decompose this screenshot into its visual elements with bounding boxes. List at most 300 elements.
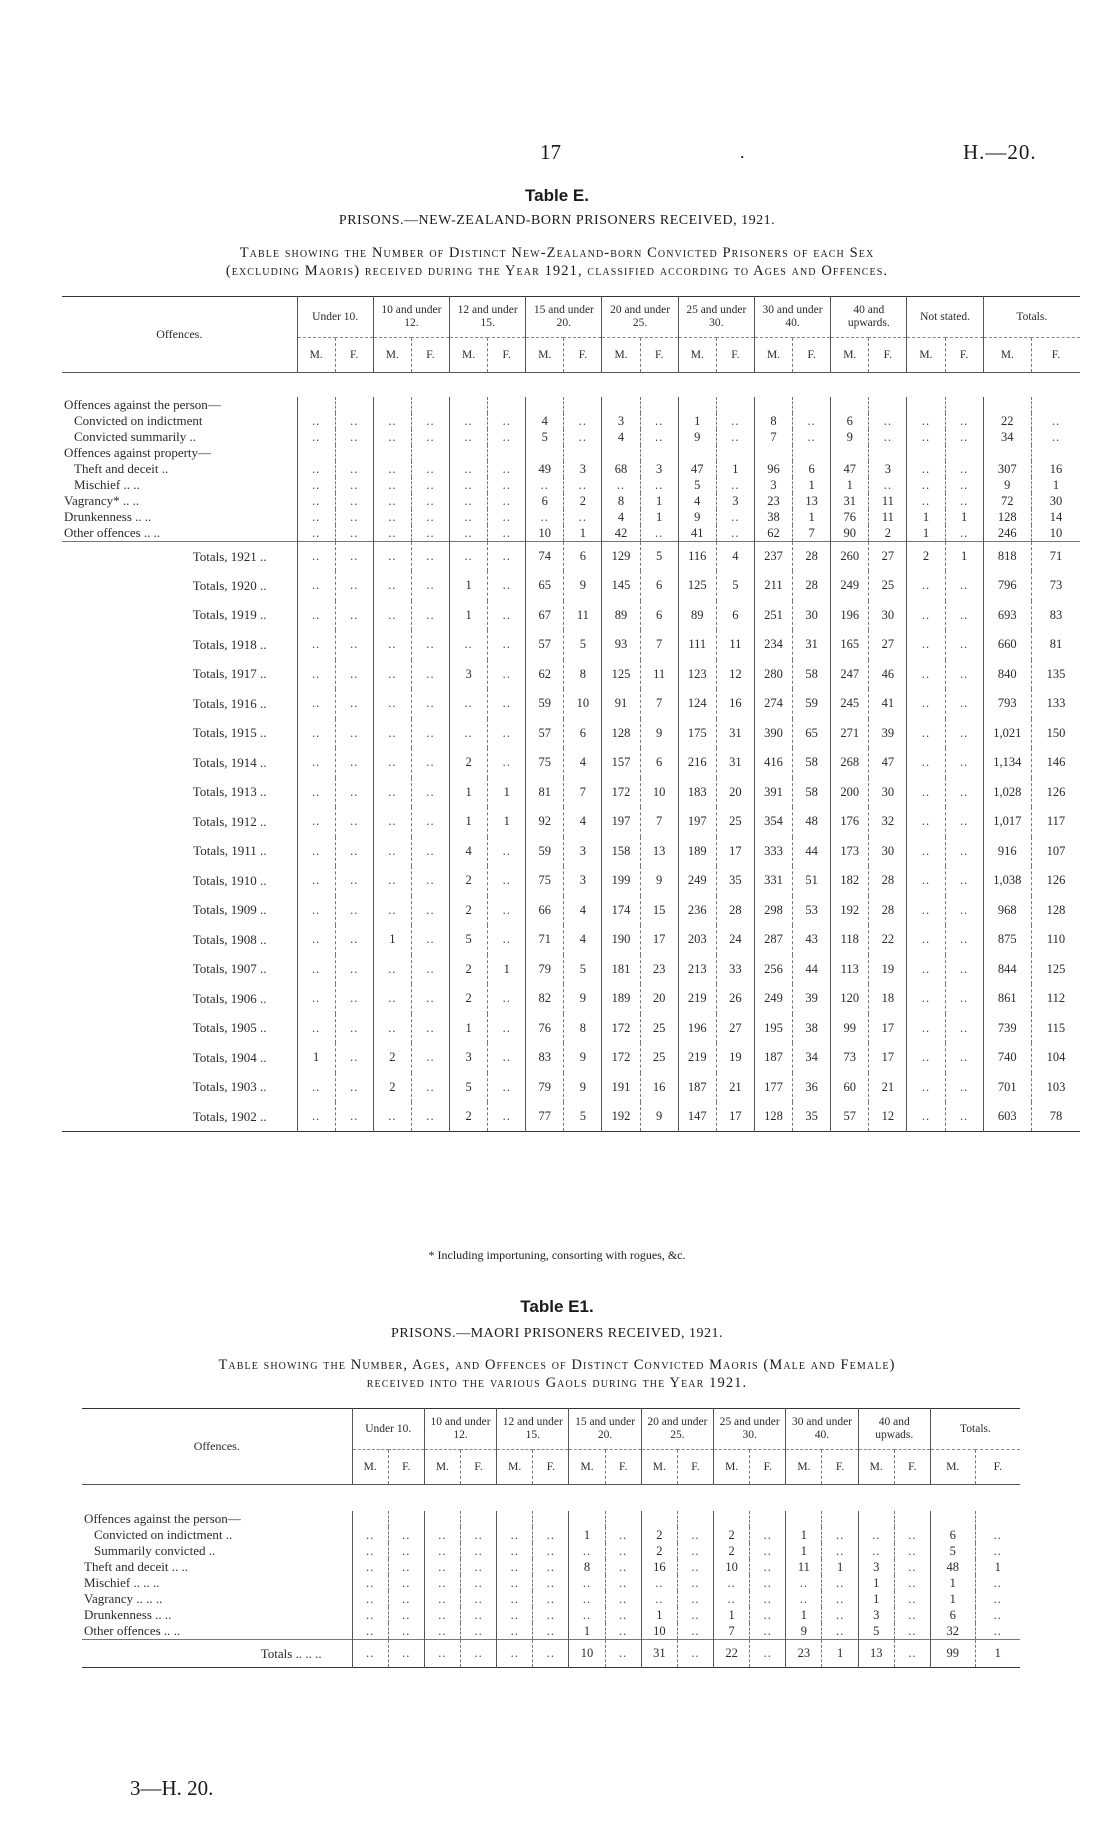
table-cell: 2	[641, 1527, 677, 1543]
table-cell: 1	[641, 1607, 677, 1623]
table-cell: ..	[488, 429, 526, 445]
table-cell: ..	[975, 1623, 1020, 1640]
table-cell: ..	[822, 1623, 858, 1640]
table-cell: ..	[335, 461, 373, 477]
table-cell: 2	[450, 955, 488, 985]
table-cell: ..	[907, 630, 945, 660]
table-cell: ..	[907, 477, 945, 493]
table-cell: 73	[831, 1043, 869, 1073]
table-cell: 1,028	[983, 778, 1031, 808]
table-cell: ..	[297, 525, 335, 542]
table-cell: 840	[983, 660, 1031, 690]
table-cell: 6	[640, 748, 678, 778]
table-cell: 47	[869, 748, 907, 778]
table-cell: 157	[602, 748, 640, 778]
table-cell: ..	[335, 719, 373, 749]
table-row	[62, 571, 1080, 601]
table-cell: ..	[677, 1559, 713, 1575]
table-cell: 19	[869, 955, 907, 985]
table-cell: ..	[533, 1543, 569, 1559]
table-cell: 135	[1031, 660, 1080, 690]
table_e-sex-header: M.	[450, 338, 488, 373]
table-cell: ..	[335, 493, 373, 509]
table-cell: ..	[335, 925, 373, 955]
table-cell: ..	[297, 571, 335, 601]
table-cell: 30	[869, 778, 907, 808]
table-cell	[564, 445, 602, 461]
table-cell: 53	[793, 896, 831, 926]
table_e1-sex-header: M.	[714, 1450, 750, 1485]
table-cell: 23	[754, 493, 792, 509]
table-cell: 1	[569, 1527, 605, 1543]
table-cell: 165	[831, 630, 869, 660]
table-cell: ..	[373, 955, 411, 985]
table-cell: 3	[640, 461, 678, 477]
table-cell: 268	[831, 748, 869, 778]
table-cell: 603	[983, 1102, 1031, 1132]
table-cell: 124	[678, 689, 716, 719]
table-cell: 1	[488, 807, 526, 837]
table-cell: ..	[569, 1543, 605, 1559]
table-cell: ..	[373, 748, 411, 778]
table-cell: ..	[488, 571, 526, 601]
row-label: Theft and deceit .. ..	[84, 1559, 188, 1574]
table-cell: ..	[793, 413, 831, 429]
table-cell: 27	[716, 1014, 754, 1044]
table-cell: 13	[793, 493, 831, 509]
table-cell: ..	[907, 1102, 945, 1132]
table_e-offences-header: Offences.	[62, 297, 297, 373]
table-row	[62, 866, 1080, 896]
table-cell: 5	[716, 571, 754, 601]
table-cell: ..	[411, 1043, 449, 1073]
table-cell: 72	[983, 493, 1031, 509]
table-cell: 42	[602, 525, 640, 542]
table-cell: 416	[754, 748, 792, 778]
table-cell: ..	[945, 1102, 983, 1132]
table-cell: 793	[983, 689, 1031, 719]
table-cell: 2	[641, 1543, 677, 1559]
table-cell: 44	[793, 955, 831, 985]
table_e1-sex-header: F.	[677, 1450, 713, 1485]
table-cell: 5	[564, 630, 602, 660]
table-cell: 5	[450, 1073, 488, 1103]
table-cell: 115	[1031, 1014, 1080, 1044]
table-cell	[716, 445, 754, 461]
table-cell: 9	[678, 509, 716, 525]
table-cell: ..	[373, 630, 411, 660]
table-cell: ..	[488, 866, 526, 896]
table-cell: 1	[488, 955, 526, 985]
table-cell: 1	[945, 542, 983, 572]
table-cell	[907, 445, 945, 461]
table-cell: 17	[716, 837, 754, 867]
table-cell: ..	[786, 1591, 822, 1607]
table-cell: 183	[678, 778, 716, 808]
table-cell: 1	[450, 571, 488, 601]
table-cell: ..	[335, 748, 373, 778]
table-cell: ..	[1031, 429, 1080, 445]
table-cell: 4	[450, 837, 488, 867]
table-cell: 172	[602, 778, 640, 808]
table-cell: 219	[678, 984, 716, 1014]
table_e1-sex-header: F.	[461, 1450, 497, 1485]
table-cell: ..	[497, 1607, 533, 1623]
table-cell: ..	[335, 429, 373, 445]
table_e-sex-header: F.	[488, 338, 526, 373]
table-row	[62, 748, 1080, 778]
table-cell: 46	[869, 660, 907, 690]
table-cell: ..	[907, 778, 945, 808]
table-cell: ..	[335, 542, 373, 572]
table-row	[62, 542, 1080, 572]
table-cell: 27	[869, 630, 907, 660]
table-cell: ..	[335, 866, 373, 896]
table-cell: ..	[907, 925, 945, 955]
table-cell: 189	[602, 984, 640, 1014]
table-cell: ..	[640, 429, 678, 445]
table-cell: ..	[975, 1607, 1020, 1623]
table-cell: 59	[526, 689, 564, 719]
table-cell: ..	[488, 413, 526, 429]
table-cell: ..	[352, 1543, 388, 1559]
table-cell: ..	[411, 689, 449, 719]
table-cell: ..	[907, 1073, 945, 1103]
table-row	[62, 837, 1080, 867]
table-cell: 3	[602, 413, 640, 429]
table-cell: ..	[373, 837, 411, 867]
table-cell: 6	[930, 1607, 975, 1623]
table-cell: 7	[564, 778, 602, 808]
table-cell: 7	[640, 630, 678, 660]
table-cell: 1,038	[983, 866, 1031, 896]
table-cell: ..	[450, 429, 488, 445]
table-cell	[352, 1511, 388, 1527]
table-cell: 16	[641, 1559, 677, 1575]
table-cell: 22	[983, 413, 1031, 429]
table-cell: ..	[388, 1607, 424, 1623]
table_e1-age-group-header: Under 10.	[352, 1409, 424, 1450]
table-cell: 57	[831, 1102, 869, 1132]
table-cell: ..	[335, 477, 373, 493]
table-cell	[450, 445, 488, 461]
table-cell: 9	[678, 429, 716, 445]
table-cell	[1031, 445, 1080, 461]
table-cell: 65	[793, 719, 831, 749]
table-cell: ..	[605, 1623, 641, 1640]
table-cell: 6	[831, 413, 869, 429]
row-label: Totals, 1913 ..	[192, 784, 267, 800]
table-cell: 112	[1031, 984, 1080, 1014]
table-cell: 5	[640, 542, 678, 572]
table-cell: 47	[678, 461, 716, 477]
table-cell: ..	[461, 1607, 497, 1623]
table-cell: 10	[640, 778, 678, 808]
table-row	[82, 1640, 1020, 1668]
table-cell	[297, 397, 335, 413]
table-cell: 187	[678, 1073, 716, 1103]
table-cell: ..	[352, 1575, 388, 1591]
table-cell: ..	[488, 493, 526, 509]
table-cell: 1,134	[983, 748, 1031, 778]
table-row	[82, 1607, 1020, 1623]
table-cell: 128	[1031, 896, 1080, 926]
table-cell: 34	[983, 429, 1031, 445]
table-cell: ..	[297, 748, 335, 778]
table-cell: ..	[945, 601, 983, 631]
table-cell	[907, 397, 945, 413]
table-cell: ..	[450, 477, 488, 493]
table-cell	[526, 397, 564, 413]
table-cell: 7	[640, 807, 678, 837]
table-cell: 916	[983, 837, 1031, 867]
table-cell: 693	[983, 601, 1031, 631]
table-cell: 34	[793, 1043, 831, 1073]
table-cell: ..	[450, 630, 488, 660]
table-cell: ..	[488, 1014, 526, 1044]
table-cell: 28	[793, 542, 831, 572]
table_e-age-group-header: 12 and under 15.	[450, 297, 526, 338]
table-cell: 9	[786, 1623, 822, 1640]
table-cell: ..	[488, 984, 526, 1014]
table-row	[82, 1543, 1020, 1559]
table-cell: ..	[411, 429, 449, 445]
table-cell: 237	[754, 542, 792, 572]
table-cell	[411, 445, 449, 461]
table-cell: 10	[526, 525, 564, 542]
table-cell: ..	[945, 630, 983, 660]
table-cell: 9	[564, 571, 602, 601]
table-cell: ..	[975, 1591, 1020, 1607]
table-cell: 120	[831, 984, 869, 1014]
table-cell: 38	[793, 1014, 831, 1044]
table-row	[62, 509, 1080, 525]
table-cell: ..	[373, 660, 411, 690]
table-cell: ..	[907, 429, 945, 445]
table-cell: ..	[352, 1559, 388, 1575]
table-cell: ..	[907, 601, 945, 631]
row-label: Theft and deceit ..	[74, 461, 169, 476]
table-cell: 1,017	[983, 807, 1031, 837]
table-cell: ..	[335, 955, 373, 985]
table-cell: 59	[793, 689, 831, 719]
table_e1-sex-header: F.	[533, 1450, 569, 1485]
table_e-sex-header: F.	[793, 338, 831, 373]
table-cell: 89	[602, 601, 640, 631]
table-cell: 3	[716, 493, 754, 509]
table-cell: 1	[450, 807, 488, 837]
table-cell: 41	[678, 525, 716, 542]
table-cell: 1	[907, 525, 945, 542]
table-cell: 2	[907, 542, 945, 572]
table-cell: ..	[945, 748, 983, 778]
table-cell: 1	[975, 1559, 1020, 1575]
table-cell: 38	[754, 509, 792, 525]
table-cell: ..	[822, 1527, 858, 1543]
table-cell: ..	[907, 660, 945, 690]
table-cell: 192	[831, 896, 869, 926]
table-cell: ..	[335, 1014, 373, 1044]
table-cell: 3	[869, 461, 907, 477]
table-cell: ..	[373, 807, 411, 837]
table-cell: 8	[564, 660, 602, 690]
table-cell: 2	[450, 984, 488, 1014]
table-cell: ..	[488, 542, 526, 572]
table-cell: 249	[754, 984, 792, 1014]
table-e-description-line2: (excluding Maoris) received during the Year 1921, classified according to Ages and Offences.	[225, 263, 889, 279]
table-cell: ..	[297, 896, 335, 926]
table-cell: ..	[411, 1014, 449, 1044]
table-cell: ..	[564, 477, 602, 493]
row-label: Totals, 1914 ..	[192, 754, 267, 770]
table-cell: ..	[488, 1073, 526, 1103]
table-cell: 60	[831, 1073, 869, 1103]
table-cell: ..	[894, 1623, 930, 1640]
table-cell: 1	[450, 1014, 488, 1044]
table-cell: ..	[945, 493, 983, 509]
table-cell: 93	[602, 630, 640, 660]
table-cell: ..	[605, 1527, 641, 1543]
table-cell: ..	[461, 1543, 497, 1559]
table-cell: ..	[907, 1014, 945, 1044]
table-cell: 1	[786, 1543, 822, 1559]
table-cell: ..	[373, 542, 411, 572]
table-cell: 9	[564, 1043, 602, 1073]
table-cell: 1	[831, 477, 869, 493]
table-cell: 23	[786, 1640, 822, 1668]
table-cell: ..	[373, 1014, 411, 1044]
table-cell: 62	[754, 525, 792, 542]
table_e-age-group-header: 30 and under 40.	[754, 297, 830, 338]
table-cell: ..	[716, 525, 754, 542]
table_e-sex-header: F.	[411, 338, 449, 373]
table-cell: ..	[533, 1575, 569, 1591]
table-cell: 77	[526, 1102, 564, 1132]
table-cell: ..	[907, 719, 945, 749]
table-cell: ..	[450, 413, 488, 429]
table-cell: 47	[831, 461, 869, 477]
table-cell	[411, 397, 449, 413]
table-cell: 26	[716, 984, 754, 1014]
row-label: Other offences .. ..	[64, 525, 161, 540]
table-cell: 5	[564, 1102, 602, 1132]
table-cell: 2	[869, 525, 907, 542]
table-cell: ..	[945, 413, 983, 429]
table-cell: 62	[526, 660, 564, 690]
table-cell: 177	[754, 1073, 792, 1103]
table-cell: 8	[569, 1559, 605, 1575]
table-cell: ..	[335, 837, 373, 867]
table-cell: 861	[983, 984, 1031, 1014]
table-cell: 9	[640, 1102, 678, 1132]
table-cell: ..	[488, 689, 526, 719]
table-cell: ..	[497, 1527, 533, 1543]
table-cell: 14	[1031, 509, 1080, 525]
table-cell: 21	[716, 1073, 754, 1103]
table-row	[62, 445, 1080, 461]
table-cell: 10	[641, 1623, 677, 1640]
table_e1-sex-header: F.	[605, 1450, 641, 1485]
table_e1-sex-header: M.	[930, 1450, 975, 1485]
table-cell: ..	[488, 601, 526, 631]
table-cell: 59	[526, 837, 564, 867]
table-cell: 3	[858, 1607, 894, 1623]
table-cell: ..	[716, 477, 754, 493]
table-cell: 1	[640, 509, 678, 525]
table-cell: ..	[297, 778, 335, 808]
table-cell: ..	[373, 477, 411, 493]
table-cell: 20	[640, 984, 678, 1014]
table-cell	[869, 445, 907, 461]
table-cell: 76	[831, 509, 869, 525]
table-cell: ..	[335, 630, 373, 660]
table_e-age-group-header: 25 and under 30.	[678, 297, 754, 338]
table-cell: ..	[411, 1073, 449, 1103]
table-cell: ..	[488, 630, 526, 660]
table-cell: ..	[424, 1575, 460, 1591]
table-cell: 6	[716, 601, 754, 631]
table-cell: ..	[411, 955, 449, 985]
table-cell: ..	[975, 1527, 1020, 1543]
table-cell: 57	[526, 719, 564, 749]
table-cell: 24	[716, 925, 754, 955]
row-label: Totals, 1919 ..	[192, 607, 267, 623]
table-cell: 58	[793, 748, 831, 778]
row-label: Totals, 1915 ..	[192, 725, 267, 741]
table-cell: 39	[793, 984, 831, 1014]
table-cell: ..	[424, 1559, 460, 1575]
table-cell: ..	[297, 660, 335, 690]
table_e-age-group-header: 10 and under 12.	[373, 297, 449, 338]
table-cell	[750, 1511, 786, 1527]
table-cell	[793, 397, 831, 413]
table-cell: 2	[450, 748, 488, 778]
table-cell: 17	[869, 1043, 907, 1073]
table-cell: ..	[907, 493, 945, 509]
table-cell: ..	[894, 1543, 930, 1559]
table_e1-sex-header: M.	[424, 1450, 460, 1485]
table_e-sex-header: F.	[640, 338, 678, 373]
table-cell: 2	[714, 1543, 750, 1559]
table-cell: 234	[754, 630, 792, 660]
table-row	[62, 601, 1080, 631]
table-cell: ..	[388, 1543, 424, 1559]
table-cell: ..	[424, 1623, 460, 1640]
table-cell: 103	[1031, 1073, 1080, 1103]
table-cell: ..	[605, 1559, 641, 1575]
table-cell: 216	[678, 748, 716, 778]
table-cell: ..	[907, 689, 945, 719]
table-cell: ..	[869, 413, 907, 429]
table-cell: 78	[1031, 1102, 1080, 1132]
table-cell: 35	[716, 866, 754, 896]
table-cell: 7	[640, 689, 678, 719]
table-cell: 125	[678, 571, 716, 601]
table-cell: 4	[602, 509, 640, 525]
table-cell	[1031, 397, 1080, 413]
table-cell: ..	[975, 1543, 1020, 1559]
table_e-sex-header: M.	[297, 338, 335, 373]
table-cell: 7	[714, 1623, 750, 1640]
table-cell: 10	[1031, 525, 1080, 542]
table-row	[62, 1014, 1080, 1044]
table-cell: 818	[983, 542, 1031, 572]
table-cell: ..	[750, 1559, 786, 1575]
table-cell: ..	[641, 1575, 677, 1591]
table-cell: 1	[450, 601, 488, 631]
table-cell: 7	[754, 429, 792, 445]
table-cell: 82	[526, 984, 564, 1014]
